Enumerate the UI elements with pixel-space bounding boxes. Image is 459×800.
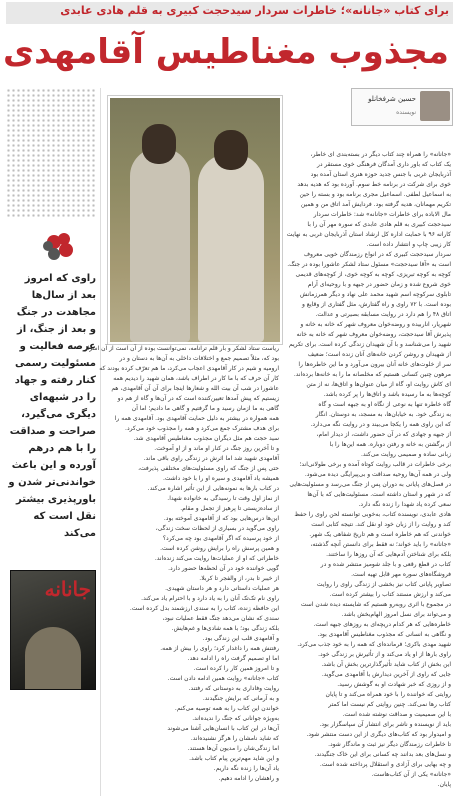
text-line: و از روزی که خبر شهادت او به گوشش رسید. [337,681,451,688]
text-line: روایت وفاداری به دوستانی که رفتند. [188,685,279,692]
text-line: این‌ها درس‌هایی بود که از آقامهدی آموخته بود. [163,515,279,522]
text-line: کند و روایت را از زبان خود او نقل کند. نتیجه کتابی است [311,521,451,528]
text-line: یاد آن‌ها را زنده نگه داریم. [213,765,279,772]
text-line: تصاویر پایانی کتاب نیز بخشی از زندگی راوی را روایت [316,581,451,588]
text-line: و تا امروز همین کار را کرده است. [193,665,279,672]
text-line: و امیدوار بود که کتاب‌های دیگری از این دست منتشر شود. [306,731,451,738]
text-line: ریاست ستاد لشکر و بار قلم ترانامه، نمی‌توانست بوده از آن است از آن اسرار [84,345,279,352]
text-line: خاطره‌هایی که هر کدام دریچه‌ای به روزهای جبهه است. [313,621,451,628]
text-line: از برگشتن به خانه و رفتن دوباره. همه این‌ها را با [329,441,451,448]
text-line: بلکه برای شناختن آدم‌هایی که آن روزها را ساختند. [326,551,451,558]
text-line: و تا آخرین روز جنگ در کنار او ماند و از او آموخت. [154,445,279,452]
text-line: همیشه یاد آقامهدی و سیره او را با خود داشت. [163,475,279,482]
text-line: حتی پس از جنگ که راوی مسئولیت‌های مختلفی پذیرفت، [138,465,279,472]
text-line: کتاب در قطع رقعی و با جلد شومیز منتشر شده و در [320,561,451,568]
text-line: و می‌تواند برای نسل امروز الهام‌بخش باشد. [341,611,451,618]
text-line: مال الاباده برای خاطرات «جانانه» شد: خاطرات سردار [313,211,451,218]
text-line: باید از نویسنده و ناشر برای انتشار آن سپاسگزار بود. [319,721,451,728]
text-line: کار آن حرف که با ما کار در اطراف باشد، همان شهید را دیدیم همه [113,375,279,382]
text-line: کوچه به کوچه تبریزی، کوچه به کوچه خوی، از کوچه‌های قدیمی [295,271,451,278]
text-line: آن‌ها در این کتاب با انسان‌هایی آشنا می‌شوند [167,725,279,732]
text-line: از خود پرسیده که اگر آقامهدی بود چه می‌کرد؟ [162,535,279,542]
text-line: راوی بارها از او یاد می‌کند و از تأثیرش بر زندگی خود. [318,651,451,658]
text-line: راوی می‌گوید در بسیاری از لحظات سخت زندگی، [155,525,279,532]
text-line: کارانه ۹۶ با حمایت اداره کل ارشاد استان آذربایجان غربی به نهایت [286,231,451,238]
text-line: پایان. [437,781,451,788]
text-line: و راهشان را ادامه دهیم. [218,775,279,782]
text-line: سر از خلوت‌های خانه آنان بیرون می‌آورد و ما این خاطره‌ها را [298,361,451,368]
text-line: تکریم مهمانان، هدیه گرفته بود. فردایش آمد اتاق من و همین [300,201,451,208]
text-line: هادی عابدی، نویسنده کتاب، به‌خوبی توانسته لحن راوی را حفظ [294,511,451,518]
text-line: زبانی ساده و صمیمی روایت می‌کند. [361,451,451,458]
text-line: شهید مهدی باکری؛ فرمانده‌ای که همه را به خود جذب می‌کرد. [297,641,451,648]
text-line: که این راوی همه را یکجا می‌بیند و در روایت نگه می‌دارد. [310,421,451,428]
text-line: بوده است. با ۷۲ راوی و راه گفتارش، مثل گفتاری از وقایع و [302,301,451,308]
text-line: گاه خاطره تنها به نوعی از نگاه او به جبهه است و گاه [318,401,451,408]
text-line: می‌کند و ارزش مستند کتاب را بیشتر کرده است. [329,591,451,598]
text-line: تابلوی سرکوچه اسم شهید محمد علی نهاد و دیگر همرزمانش [299,291,451,298]
pull-quote: راوی که امروز بعد از سال‌ها مجاهدت در جنگ و بعد از جنگ، از عرصه فعالیت و مسئولیت رسمی کنار رفته و جهاد را در شبهه‌ای دیگری می‌گیرد، صراحت و صداقت را با هم درهم آورده و این باعث خواندنی‌تر شدن و باورپذیری بیشتر نقل است که می‌کند [8,273,96,539]
article-photo [108,96,282,344]
text-line: خواندن این کتاب را به همه توصیه می‌کنم. [174,705,279,712]
text-line: «جانانه» یکی از آن کتاب‌هاست. [371,771,451,778]
dot-pattern [6,88,96,218]
text-line: راوی نام تک‌تک آنان را به یاد دارد و با احترام یاد می‌کند. [141,595,279,602]
text-line: شهریار، اناربیده و روضه‌خوان معروف شهر که خانه به خانه و [300,321,451,328]
text-line: و چه بهایی برای آزادی و استقلال پرداخته شده است. [319,761,451,768]
kicker: برای کتاب «جانانه»؛ خاطرات سردار سیدحجت کبیری به قلم هادی عابدی [60,4,449,17]
text-line: «جانانه» را همراه چند کتاب دیگر در بسته‌بندی ای خاطر، [310,151,451,158]
text-line: این حافظه زنده، کتاب را به سندی ارزشمند بدل کرده است. [129,605,279,612]
text-line: کار زیبی چاپ و انتشار داده است. [366,241,451,248]
text-line: و آقامهدی قلب این زندگی بود. [202,635,279,642]
text-line: ارومیه و شیم در کار آقامهدی اعجاب می‌کرد، ما هم تعرّف کرده بودند که [99,365,279,372]
text-line: سیدحجت کبیری به قلم هادی عابدی که سوره مهر آن را با [307,221,451,228]
text-line: در کتاب بارها به نمونه‌هایی از این تأثیر اشاره می‌کند. [147,485,279,492]
author-photo [420,91,450,121]
text-line: شهید را می‌شناسد و با آن شهیدان زندگی کرده است. برای تکریم [289,341,451,348]
text-line: و نگاهی به انسانی که مجذوب مغناطیس آقامهدی بود. [317,631,451,638]
text-line: خوی شروع شده و زمان حضور در جبهه و با روحیه‌ای آرام [307,281,451,288]
person-left [130,148,190,342]
text-line: اتاق ۴۸ را هم دارد در روایت مسابقه بصیرتی و عدالت. [315,311,451,318]
article-column-middle [84,344,279,795]
text-line: کوچه‌ها به ما رسیده باشد و اتاق‌ها را پر کرده باشد. [323,391,451,398]
text-line: به زندگی خود. به خیابان‌ها، به مسجد، به دوستان. انگار [315,411,451,418]
text-line: سعی کرده یاد شهدا را زنده نگه دارد. [358,501,451,508]
text-line: که شاید نامشان را هرگز نشنیده‌اند. [190,735,279,742]
text-line: یک کتاب که باور داری آمدگان فرهنگی خوی مستقر در [316,161,451,168]
person-right [198,154,264,342]
text-line: جایی که راوی از آخرین دیدارش با آقامهدی می‌گوید. [321,671,451,678]
text-line: کتاب رها نمی‌کند. چنین روایتی کم نیست اما کمتر [328,701,451,708]
text-line: گاهی به ما ازمان رسید و ما گرفتیم و گاهی ما دادیم؛ اما آن [131,405,279,412]
column-divider [100,88,101,796]
text-line: خاطراتی که او از عملیات‌ها روایت می‌کند زنده‌اند. [154,555,279,562]
author-name: حسین شرفخانلو [368,95,416,103]
text-line: گویی خواننده خود در آن لحظه‌ها حضور دارد. [168,565,279,572]
text-line: «جانانه» را باید خواند؛ نه فقط برای دانستن آنچه گذشته، [310,541,451,548]
text-line: این بخش از کتاب شاید تأثیرگذارترین بخش آن باشد. [321,661,451,668]
text-line: در فصل‌های پایانی به دوران پس از جنگ می‌رسد و مسئولیت‌هایی [289,481,451,488]
book-title: جانانه [44,577,91,601]
text-line: با این صمیمیت و صداقت نوشته شده است. [342,711,451,718]
text-line: و همین پرسش راه را برایش روشن کرده است. [160,545,279,552]
text-line: به اسماعیل لطفی. اسماعیل مجری برنامه بود و بسته را حین [299,191,451,198]
text-line: از ساده‌زیستی تا پرهیز از تجمل و مقام. [180,505,279,512]
text-line: آقامهدی شهید شد اما اثرش در زندگی راوی باقی ماند. [143,455,279,462]
text-line: تا خاطرات رزمندگان دیگر نیز ثبت و ماندگار شود. [328,741,451,748]
headline: مجذوب مغناطیس آقامهدی [2,32,449,72]
text-line: و این شاید مهم‌ترین پیام کتاب باشد. [189,755,279,762]
text-line: و نسل‌های بعد بدانند چه کسانی برای این خاک جنگیدند. [314,751,451,758]
text-line: از جبهه و جهادی که در آن حضور داشت، از دیدار امام، [316,431,451,438]
text-line: و به آرمانی که برایش جنگیدند. [202,695,279,702]
text-line: که در شهر و استان داشته است. مسئولیت‌هایی که با آن‌ها [307,491,451,498]
text-line: برخی خاطرات در قالب روایت کوتاه آمده و برخی طولانی‌اند؛ [299,461,451,468]
section-logo-icon [40,228,78,266]
text-line: فروشگاه‌های سوره مهر قابل تهیه است. [351,571,451,578]
text-line: اما زندگی‌شان را مدیون آن‌ها هستند. [187,745,279,752]
text-line: است به «آقا سیدحجت» مسئول ستاد لشکر عاشورا بوده در جنگ. [287,261,451,268]
text-line: از نماز اول وقت تا رسیدگی به خانواده شهدا. [167,495,279,502]
text-line: سردار سیدحجت کبیری که در انواع رزمندگان خویی معروف [303,251,451,258]
text-line: روایتی که خواننده را با خود همراه می‌کند و تا پایان [325,691,451,698]
book-cover [10,570,96,690]
text-line: از خیبر تا بدر، از والفجر تا کربلا. [199,575,279,582]
text-line: سندی که نشان می‌دهد جنگ فقط عملیات نبود، [162,615,279,622]
text-line: اما او تصمیم گرفت راه را ادامه دهد. [187,655,279,662]
article-column-right [286,150,451,795]
text-line: خواندنی که هم خاطره است و هم تاریخ شفاهی یک شهر. [309,531,451,538]
author-box [351,88,453,126]
book-cover-portrait [25,627,81,689]
text-line: کتاب «جانانه» روایت همین ادامه دادن است. [167,675,279,682]
text-line: زیستیم که پیش آمدها تعیین‌کننده است که در آن‌ها و گاه از هم دو [117,395,279,402]
text-line: برای هدف مشترک جمع می‌کرد و همه را مجذوب خود می‌کرد. [125,425,279,432]
text-line: به‌ویژه جوانانی که جنگ را ندیده‌اند. [192,715,279,722]
text-line: از شهیدان و روشن کردن خانه‌های آنان زنده است؛ ضعیف [307,351,451,358]
text-line: هر عملیات داستانی دارد و هر داستان شهیدی. [165,585,279,592]
text-line: ای کاش روایت او، گاه از میان عنوان‌ها و اتاق‌ها، نه از متن [306,381,451,388]
text-line: سید حجت هم مثل دیگران مجذوب مغناطیس آقامهدی شد. [133,435,279,442]
text-line: مرهون چنین کسانی هستیم که مخلصانه ما را به خانه‌ها برده‌اند. [293,371,451,378]
text-line: ولی در همه آن‌ها روحیه صداقت و بی‌پیرایگی دیده می‌شود. [304,471,451,478]
text-line: همه همواره در بیشتر به دلیل حمایت آقامهدی بود. آقامهدی همه را [114,415,279,422]
text-line: خوی برای شرکت در برنامه خط سوم. آورده بود که هدیه بدهد [297,181,451,188]
text-line: آذربایجان غربی با جنس جدید حوزه هنری استان آمده بود [310,171,451,178]
text-line: پذیرش آقا سیدحجت، روضه‌خوان معروف شهر که خانه به خانه [296,331,451,338]
text-line: در مجموع با اثری روبه‌رو هستیم که شایسته دیده شدن است [300,601,451,608]
author-role: نویسنده [396,109,416,116]
text-line: عاشورا در شب آن بیت الله و شعارها اینجا برای آن آن آقامهدی، هم [111,385,279,392]
text-line: بلکه زندگی بود؛ با همه شادی‌ها و غم‌هایش. [171,625,279,632]
text-line: بود که، مثلاً تصمیم جمع و اختلافات داخلی به آن‌ها به دستان و در [119,355,279,362]
text-line: رفتنش همه را داغدار کرد؛ راوی را بیش از همه. [160,645,279,652]
